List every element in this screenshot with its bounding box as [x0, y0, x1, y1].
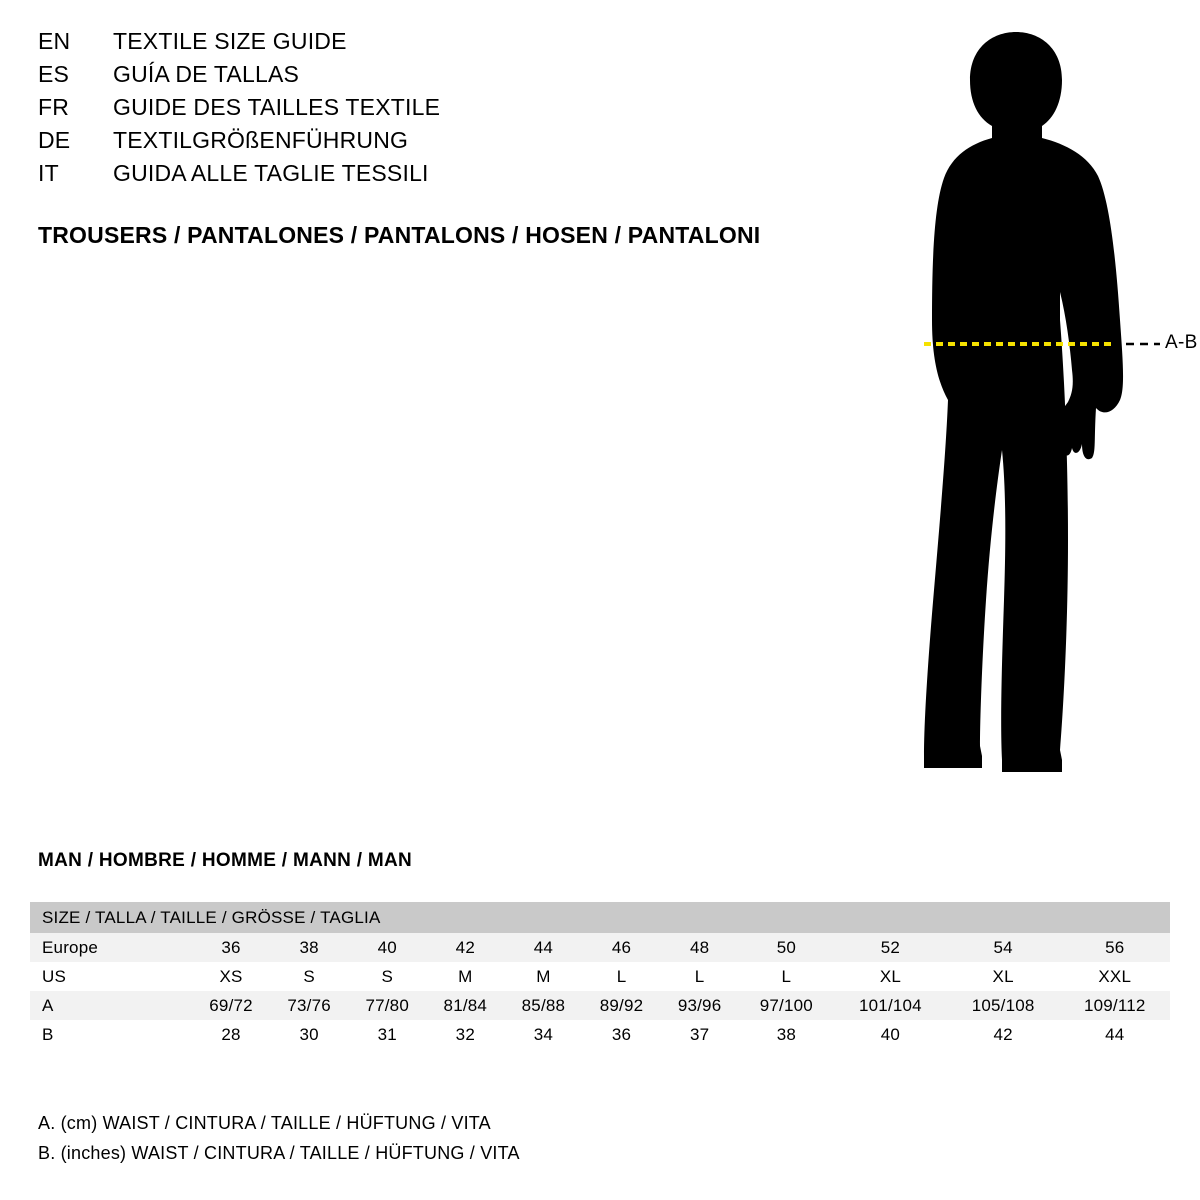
table-header-label: SIZE / TALLA / TAILLE / GRÖSSE / TAGLIA	[30, 902, 1170, 933]
table-cell: 36	[582, 1020, 660, 1049]
language-code: EN	[38, 28, 71, 54]
language-code: DE	[38, 127, 71, 153]
table-cell: 89/92	[582, 991, 660, 1020]
language-title: GUÍA DE TALLAS	[113, 61, 300, 87]
table-cell: 32	[426, 1020, 504, 1049]
table-header-row	[30, 902, 1170, 933]
table-cell: 31	[348, 1020, 426, 1049]
language-code: IT	[38, 160, 59, 186]
table-cell: 85/88	[504, 991, 582, 1020]
table-row	[30, 933, 1170, 962]
language-code: FR	[38, 94, 70, 120]
language-title: GUIDE DES TAILLES TEXTILE	[113, 94, 441, 120]
table-cell: 81/84	[426, 991, 504, 1020]
table-cell: 37	[661, 1020, 739, 1049]
table-cell: 56	[1060, 933, 1171, 962]
table-cell: 30	[270, 1020, 348, 1049]
table-cell: 36	[192, 933, 270, 962]
table-cell: 50	[739, 933, 834, 962]
footnote-b: B. (inches) WAIST / CINTURA / TAILLE / HÜFTUNG / VITA	[38, 1143, 520, 1163]
table-cell: 44	[1060, 1020, 1171, 1049]
table-cell: 40	[834, 1020, 947, 1049]
language-title: TEXTILE SIZE GUIDE	[113, 28, 347, 54]
table-cell: 40	[348, 933, 426, 962]
table-cell: M	[426, 962, 504, 991]
table-cell: 109/112	[1060, 991, 1171, 1020]
table-cell: 38	[270, 933, 348, 962]
table-cell: 101/104	[834, 991, 947, 1020]
table-cell: 54	[947, 933, 1060, 962]
row-label: B	[30, 1020, 192, 1049]
garment-type-line: TROUSERS / PANTALONES / PANTALONS / HOSEN / PANTALONI	[38, 222, 761, 248]
footnote-a: A. (cm) WAIST / CINTURA / TAILLE / HÜFTUNG / VITA	[38, 1113, 491, 1133]
table-cell: L	[739, 962, 834, 991]
measurement-label-ab: A-B	[1165, 332, 1198, 353]
table-cell: 34	[504, 1020, 582, 1049]
table-cell: XS	[192, 962, 270, 991]
language-row	[38, 61, 818, 94]
table-cell: 77/80	[348, 991, 426, 1020]
language-row	[38, 160, 818, 193]
figure-illustration	[820, 20, 1200, 810]
language-row	[38, 94, 818, 127]
table-row	[30, 962, 1170, 991]
table-cell: 44	[504, 933, 582, 962]
table-cell: L	[661, 962, 739, 991]
table-row	[30, 1020, 1170, 1049]
table-cell: S	[270, 962, 348, 991]
table-cell: XXL	[1060, 962, 1171, 991]
man-silhouette-icon	[820, 20, 1200, 810]
row-label: A	[30, 991, 192, 1020]
table-cell: 42	[947, 1020, 1060, 1049]
language-row	[38, 28, 818, 61]
table-row	[30, 991, 1170, 1020]
row-label: Europe	[30, 933, 192, 962]
table-cell: M	[504, 962, 582, 991]
table-cell: 28	[192, 1020, 270, 1049]
table-cell: XL	[947, 962, 1060, 991]
table-cell: 105/108	[947, 991, 1060, 1020]
language-title: GUIDA ALLE TAGLIE TESSILI	[113, 160, 429, 186]
table-section-title: MAN / HOMBRE / HOMME / MANN / MAN	[38, 850, 413, 871]
table-cell: 73/76	[270, 991, 348, 1020]
footnotes	[38, 1108, 520, 1168]
table-cell: 52	[834, 933, 947, 962]
table-cell: S	[348, 962, 426, 991]
language-title: TEXTILGRÖßENFÜHRUNG	[113, 127, 409, 153]
table-cell: 42	[426, 933, 504, 962]
language-code: ES	[38, 61, 70, 87]
table-cell: 38	[739, 1020, 834, 1049]
language-list	[38, 28, 818, 193]
table-cell: 97/100	[739, 991, 834, 1020]
table-cell: 46	[582, 933, 660, 962]
table-cell: XL	[834, 962, 947, 991]
row-label: US	[30, 962, 192, 991]
language-row	[38, 127, 818, 160]
size-table	[30, 902, 1170, 1049]
table-cell: 93/96	[661, 991, 739, 1020]
table-cell: L	[582, 962, 660, 991]
table-cell: 48	[661, 933, 739, 962]
table-cell: 69/72	[192, 991, 270, 1020]
